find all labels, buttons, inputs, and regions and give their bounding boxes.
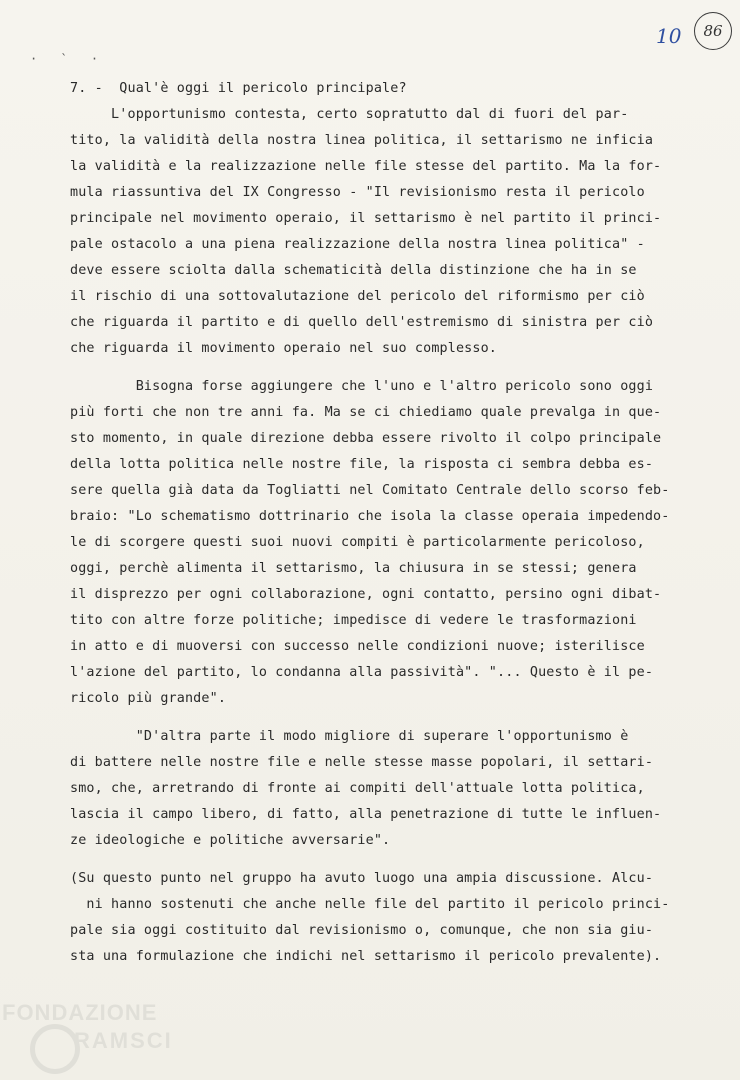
text-line: mula riassuntiva del IX Congresso - "Il revisionismo resta il pericolo: [70, 185, 645, 200]
text-line: (Su questo punto nel gruppo ha avuto luogo una ampia discussione. Alcu-: [70, 871, 654, 886]
text-line: ze ideologiche e politiche avversarie".: [70, 833, 391, 848]
paragraph-4: [70, 866, 715, 970]
ink-marks: · ` ·: [30, 52, 107, 66]
text-line: smo, che, arretrando di fronte ai compiti dell'attuale lotta politica,: [70, 781, 645, 796]
text-line: pale ostacolo a una piena realizzazione della nostra linea politica" -: [70, 237, 645, 252]
text-line: pale sia oggi costituito dal revisionismo o, comunque, che non sia giu-: [70, 923, 654, 938]
text-line: che riguarda il movimento operaio nel suo complesso.: [70, 341, 498, 356]
text-line: il disprezzo per ogni collaborazione, ogni contatto, persino ogni dibat-: [70, 587, 662, 602]
text-line: sta una formulazione che indichi nel settarismo il pericolo prevalente).: [70, 949, 662, 964]
document-body: [70, 76, 715, 970]
section-heading: 7. - Qual'è oggi il pericolo principale?: [70, 81, 407, 96]
text-line: L'opportunismo contesta, certo sopratutto dal di fuori del par-: [70, 107, 629, 122]
text-line: di battere nelle nostre file e nelle stesse masse popolari, il settari-: [70, 755, 654, 770]
text-line: Bisogna forse aggiungere che l'uno e l'altro pericolo sono oggi: [70, 379, 654, 394]
watermark-line-2: RAMSCI: [74, 1028, 173, 1053]
text-line: le di scorgere questi suoi nuovi compiti è particolarmente pericoloso,: [70, 535, 645, 550]
text-line: della lotta politica nelle nostre file, la risposta ci sembra debba es-: [70, 457, 654, 472]
text-line: in atto e di muoversi con successo nelle condizioni nuove; isterilisce: [70, 639, 645, 654]
text-line: più forti che non tre anni fa. Ma se ci chiediamo quale prevalga in que-: [70, 405, 662, 420]
text-line: ricolo più grande".: [70, 691, 227, 706]
circled-archive-number: 86: [694, 12, 732, 50]
handwritten-page-number: 10: [656, 24, 682, 48]
watermark-line-1: FONDAZIONE: [2, 1000, 158, 1025]
text-line: tito con altre forze politiche; impedisce di vedere le trasformazioni: [70, 613, 637, 628]
text-line: principale nel movimento operaio, il settarismo è nel partito il princi-: [70, 211, 662, 226]
text-line: sto momento, in quale direzione debba essere rivolto il colpo principale: [70, 431, 662, 446]
text-line: sere quella già data da Togliatti nel Comitato Centrale dello scorso feb-: [70, 483, 670, 498]
text-line: tito, la validità della nostra linea politica, il settarismo ne inficia: [70, 133, 654, 148]
paragraph-3: [70, 724, 715, 854]
text-line: braio: "Lo schematismo dottrinario che isola la classe operaia impedendo-: [70, 509, 670, 524]
paragraph-1: [70, 102, 715, 362]
text-line: il rischio di una sottovalutazione del pericolo del riformismo per ciò: [70, 289, 645, 304]
text-line: oggi, perchè alimenta il settarismo, la chiusura in se stessi; genera: [70, 561, 637, 576]
text-line: l'azione del partito, lo condanna alla passività". "... Questo è il pe-: [70, 665, 654, 680]
watermark-g-icon: [30, 1024, 80, 1074]
text-line: deve essere sciolta dalla schematicità della distinzione che ha in se: [70, 263, 637, 278]
text-line: "D'altra parte il modo migliore di superare l'opportunismo è: [70, 729, 629, 744]
text-line: lascia il campo libero, di fatto, alla penetrazione di tutte le influen-: [70, 807, 662, 822]
text-line: che riguarda il partito e di quello dell'estremismo di sinistra per ciò: [70, 315, 654, 330]
paragraph-2: [70, 374, 715, 712]
fondazione-gramsci-watermark: [0, 1000, 210, 1070]
text-line: la validità e la realizzazione nelle file stesse del partito. Ma la for-: [70, 159, 662, 174]
text-line: ni hanno sostenuti che anche nelle file del partito il pericolo princi-: [70, 897, 670, 912]
